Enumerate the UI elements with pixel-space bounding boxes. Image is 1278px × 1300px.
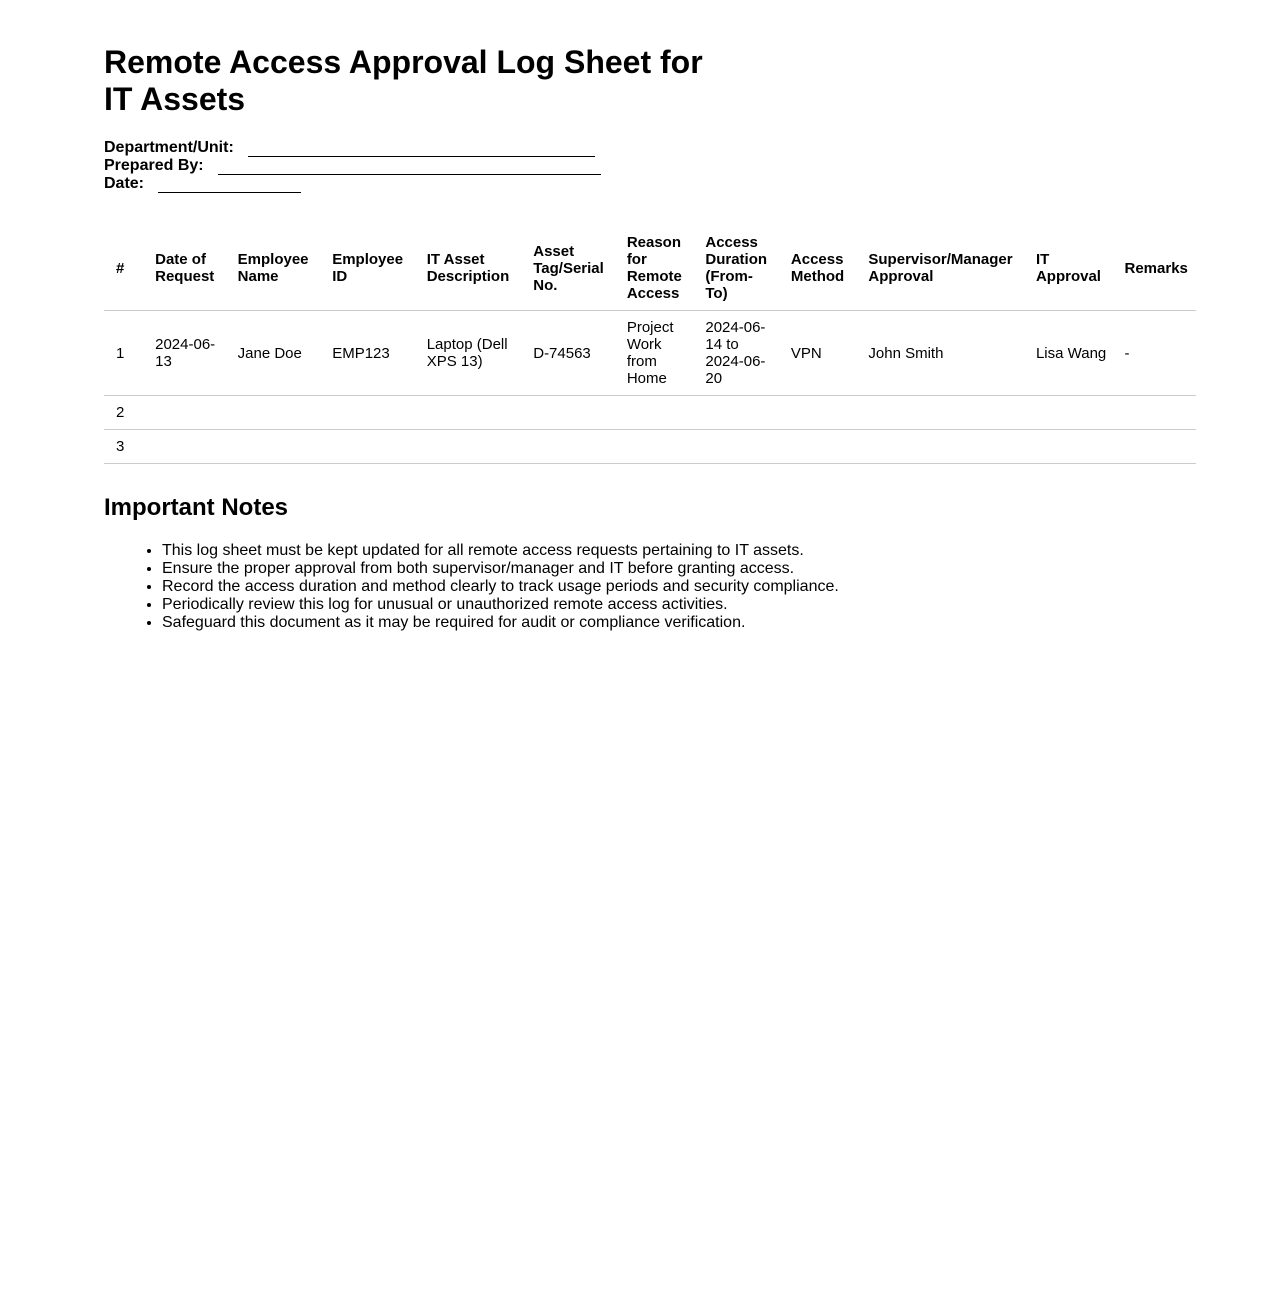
cell-access-duration: 2024-06-14 to 2024-06-20 — [697, 311, 783, 396]
list-item: • Safeguard this document as it may be required for audit or compliance verification. — [162, 614, 839, 632]
page-title: Remote Access Approval Log Sheet for IT Assets — [104, 44, 703, 117]
cell-supervisor-approval[interactable] — [860, 430, 1028, 464]
column-header-access-method: Access Method — [783, 226, 861, 311]
cell-access-method[interactable] — [783, 430, 861, 464]
cell-employee-name[interactable] — [230, 430, 325, 464]
cell-employee-name: Jane Doe — [230, 311, 325, 396]
prepared-by-label: Prepared By: — [104, 157, 204, 174]
cell-employee-id[interactable] — [324, 396, 419, 430]
cell-access-duration[interactable] — [697, 430, 783, 464]
cell-it-asset-description[interactable] — [419, 396, 526, 430]
list-item: • Ensure the proper approval from both supervisor/manager and IT before granting access. — [162, 560, 839, 578]
cell-it-approval[interactable] — [1028, 430, 1117, 464]
column-header-remarks: Remarks — [1117, 226, 1197, 311]
cell-it-asset-description[interactable] — [419, 430, 526, 464]
column-header-asset-tag: Asset Tag/Serial No. — [525, 226, 619, 311]
cell-asset-tag: D-74563 — [525, 311, 619, 396]
cell-it-asset-description: Laptop (Dell XPS 13) — [419, 311, 526, 396]
column-header-it-asset-description: IT Asset Description — [419, 226, 526, 311]
column-header-date-of-request: Date of Request — [147, 226, 230, 311]
cell-access-duration[interactable] — [697, 396, 783, 430]
notes-list — [104, 542, 839, 632]
notes-heading: Important Notes — [104, 494, 289, 521]
department-label: Department/Unit: — [104, 139, 234, 156]
column-header-reason: Reason for Remote Access — [619, 226, 698, 311]
cell-asset-tag[interactable] — [525, 396, 619, 430]
cell-reason[interactable] — [619, 430, 698, 464]
cell-supervisor-approval: John Smith — [860, 311, 1028, 396]
document-meta — [104, 139, 601, 193]
column-header-access-duration: Access Duration (From-To) — [697, 226, 783, 311]
list-item: • Record the access duration and method clearly to track usage periods and security compliance. — [162, 578, 839, 596]
department-row — [104, 139, 601, 157]
cell-date-of-request[interactable] — [147, 430, 230, 464]
date-field-line[interactable] — [158, 178, 301, 193]
table-row — [104, 311, 1196, 396]
prepared-by-row — [104, 157, 601, 175]
cell-access-method[interactable] — [783, 396, 861, 430]
cell-number: 2 — [104, 396, 147, 430]
cell-remarks[interactable] — [1117, 396, 1197, 430]
cell-number: 3 — [104, 430, 147, 464]
cell-asset-tag[interactable] — [525, 430, 619, 464]
list-item: • This log sheet must be kept updated for all remote access requests pertaining to IT assets. — [162, 542, 839, 560]
cell-remarks[interactable] — [1117, 430, 1197, 464]
cell-it-approval: Lisa Wang — [1028, 311, 1117, 396]
approval-log-table — [104, 226, 1196, 464]
cell-employee-id: EMP123 — [324, 311, 419, 396]
cell-reason[interactable] — [619, 396, 698, 430]
table-row — [104, 396, 1196, 430]
department-field-line[interactable] — [248, 142, 595, 157]
table-row — [104, 430, 1196, 464]
cell-access-method: VPN — [783, 311, 861, 396]
cell-it-approval[interactable] — [1028, 396, 1117, 430]
cell-date-of-request[interactable] — [147, 396, 230, 430]
table-header-row — [104, 226, 1196, 311]
list-item: • Periodically review this log for unusual or unauthorized remote access activities. — [162, 596, 839, 614]
cell-employee-name[interactable] — [230, 396, 325, 430]
cell-reason: Project Work from Home — [619, 311, 698, 396]
date-label: Date: — [104, 175, 145, 192]
column-header-employee-id: Employee ID — [324, 226, 419, 311]
prepared-by-field-line[interactable] — [218, 160, 601, 175]
column-header-employee-name: Employee Name — [230, 226, 325, 311]
cell-number: 1 — [104, 311, 147, 396]
column-header-supervisor-approval: Supervisor/Manager Approval — [860, 226, 1028, 311]
column-header-it-approval: IT Approval — [1028, 226, 1117, 311]
cell-remarks: - — [1117, 311, 1197, 396]
column-header-number: # — [104, 226, 147, 311]
cell-date-of-request: 2024-06-13 — [147, 311, 230, 396]
date-row — [104, 175, 601, 193]
cell-supervisor-approval[interactable] — [860, 396, 1028, 430]
cell-employee-id[interactable] — [324, 430, 419, 464]
